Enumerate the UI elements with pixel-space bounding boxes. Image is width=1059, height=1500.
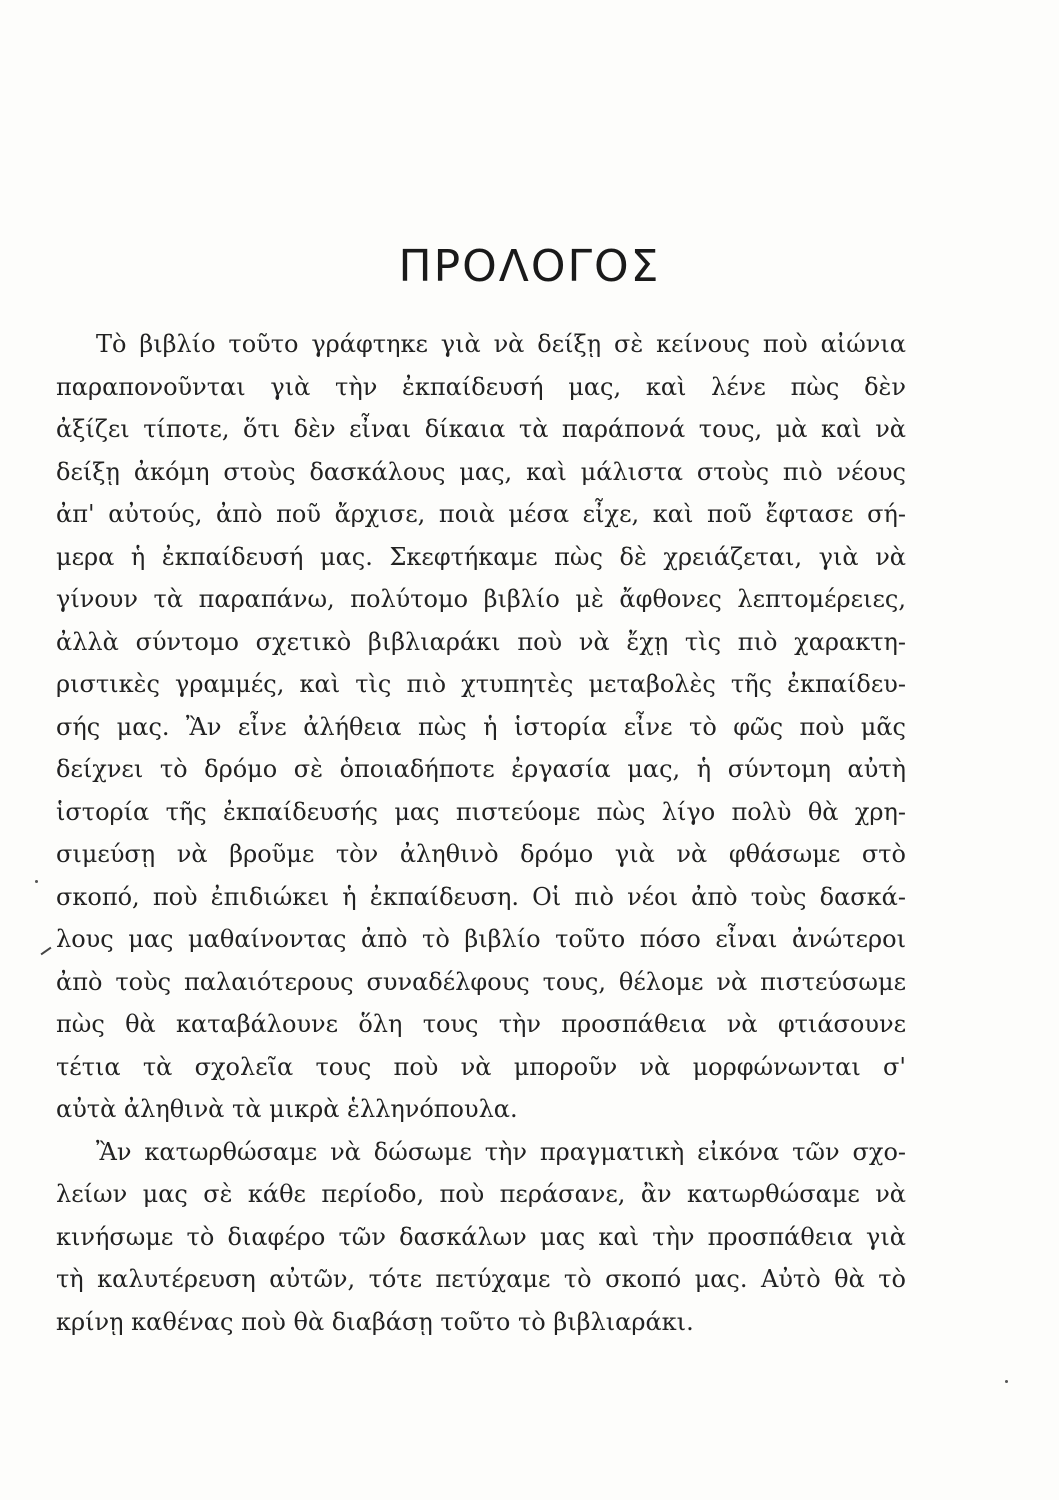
margin-mark — [1005, 1380, 1008, 1383]
text-line: τέτια τὰ σχολεῖα τους ποὺ νὰ μποροῦν νὰ μορφώνωνται σ' — [56, 1052, 906, 1081]
text-line: δείχνει τὸ δρόμο σὲ ὁποιαδήποτε ἐργασία μας, ἡ σύντομη αὐτὴ — [56, 755, 906, 783]
text-line: κρίνῃ καθένας ποὺ θὰ διαβάσῃ τοῦτο τὸ βιβλιαράκι. — [56, 1307, 694, 1336]
text-line: δείξῃ ἀκόμη στοὺς δασκάλους μας, καὶ μάλιστα στοὺς πιὸ νέους — [56, 457, 906, 486]
text-line: αὐτὰ ἀληθινὰ τὰ μικρὰ ἑλληνόπουλα. — [56, 1095, 518, 1123]
text-line: τὴ καλυτέρευση αὐτῶν, τότε πετύχαμε τὸ σκοπό μας. Αὐτὸ θὰ τὸ — [56, 1265, 906, 1293]
paragraph-1 — [56, 323, 906, 1131]
text-line: Ἂν κατωρθώσαμε νὰ δώσωμε τὴν πραγματικὴ εἰκόνα τῶν σχο- — [96, 1137, 906, 1166]
text-line: λους μας μαθαίνοντας ἀπὸ τὸ βιβλίο τοῦτο πόσο εἶναι ἀνώτεροι — [56, 925, 906, 953]
text-line: λείων μας σὲ κάθε περίοδο, ποὺ περάσανε, ἂν κατωρθώσαμε νὰ — [56, 1180, 906, 1208]
text-line: σιμεύσῃ νὰ βροῦμε τὸν ἀληθινὸ δρόμο γιὰ νὰ φθάσωμε στὸ — [56, 840, 906, 868]
text-line: ἱστορία τῆς ἐκπαίδευσής μας πιστεύομε πὼς λίγο πολὺ θὰ χρη- — [56, 797, 906, 826]
text-line: σής μας. Ἂν εἶνε ἀλήθεια πὼς ἡ ἱστορία εἶνε τὸ φῶς ποὺ μᾶς — [56, 712, 906, 741]
text-line: ἀπ' αὐτούς, ἀπὸ ποῦ ἄρχισε, ποιὰ μέσα εἶχε, καὶ ποῦ ἔφτασε σή- — [56, 500, 906, 528]
text-line: σκοπό, ποὺ ἐπιδιώκει ἡ ἐκπαίδευση. Οἱ πιὸ νέοι ἀπὸ τοὺς δασκά- — [56, 882, 906, 911]
preface-body — [56, 323, 906, 1343]
text-line: κινήσωμε τὸ διαφέρο τῶν δασκάλων μας καὶ τὴν προσπάθεια γιὰ — [56, 1222, 906, 1251]
text-line: γίνουν τὰ παραπάνω, πολύτομο βιβλίο μὲ ἄφθονες λεπτομέρειες, — [56, 585, 906, 613]
text-line: μερα ἡ ἐκπαίδευσή μας. Σκεφτήκαμε πὼς δὲ χρειάζεται, γιὰ νὰ — [56, 542, 906, 571]
text-line: ἀλλὰ σύντομο σχετικὸ βιβλιαράκι ποὺ νὰ ἔχῃ τὶς πιὸ χαρακτη- — [56, 627, 906, 656]
text-line: Τὸ βιβλίο τοῦτο γράφτηκε γιὰ νὰ δείξῃ σὲ κείνους ποὺ αἰώνια — [96, 330, 906, 358]
page-title: ΠΡΟΛΟΓΟΣ — [398, 241, 661, 293]
paragraph-2 — [56, 1131, 906, 1344]
text-line: ἀξίζει τίποτε, ὅτι δὲν εἶναι δίκαια τὰ παράπονά τους, μὰ καὶ νὰ — [56, 415, 906, 443]
text-line: παραπονοῦνται γιὰ τὴν ἐκπαίδευσή μας, καὶ λένε πὼς δὲν — [56, 372, 906, 401]
margin-mark — [41, 947, 52, 956]
margin-mark — [35, 880, 38, 883]
text-line: πὼς θὰ καταβάλουνε ὅλη τους τὴν προσπάθεια νὰ φτιάσουνε — [56, 1010, 906, 1038]
text-line: ριστικὲς γραμμές, καὶ τὶς πιὸ χτυπητὲς μεταβολὲς τῆς ἐκπαίδευ- — [56, 670, 906, 698]
text-line: ἀπὸ τοὺς παλαιότερους συναδέλφους τους, θέλομε νὰ πιστεύσωμε — [56, 967, 906, 996]
